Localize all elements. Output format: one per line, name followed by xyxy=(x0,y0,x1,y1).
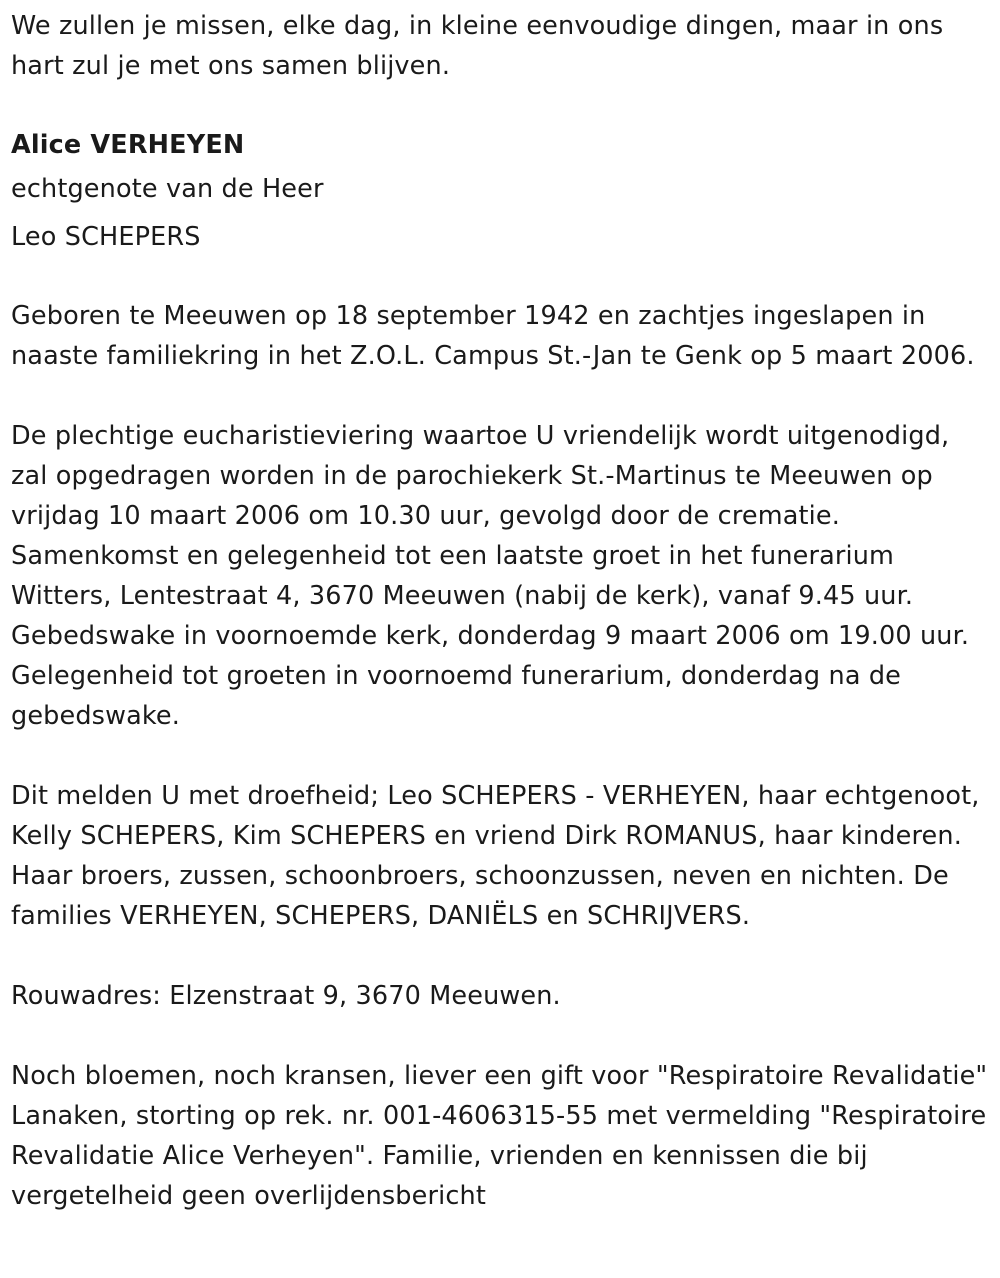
spouse-name: Leo SCHEPERS xyxy=(11,222,201,252)
donation-paragraph: Noch bloemen, noch kransen, liever een gift voor "Respiratoire Revalidatie" Lanaken, storting op rek. nr. 001-4606315-55 met vermelding "Respiratoire Revalidatie Alice Verheyen". Familie, vrienden en kennissen die bij vergetelheid geen overlijdensbericht xyxy=(11,1061,988,1211)
spouse-relation: echtgenote van de Heer xyxy=(11,174,324,204)
family-paragraph: Dit melden U met droefheid; Leo SCHEPERS - VERHEYEN, haar echtgenoot, Kelly SCHEPERS, Kim SCHEPERS en vriend Dirk ROMANUS, haar kinderen. Haar broers, zussen, schoonbroers, schoonzussen, neven en nichten. De families VERHEYEN, SCHEPERS, DANIËLS en SCHRIJVERS. xyxy=(11,781,980,931)
mourning-address: Rouwadres: Elzenstraat 9, 3670 Meeuwen. xyxy=(11,981,561,1011)
deceased-name: Alice VERHEYEN xyxy=(11,130,245,160)
intro-text: We zullen je missen, elke dag, in kleine eenvoudige dingen, maar in ons hart zul je met ons samen blijven. xyxy=(11,11,944,81)
ceremony-paragraph: De plechtige eucharistieviering waartoe U vriendelijk wordt uitgenodigd, zal opgedragen worden in de parochiekerk St.-Martinus te Meeuwen op vrijdag 10 maart 2006 om 10.30 uur, gevolgd door de crematie. Samenkomst en gelegenheid tot een laatste groet in het funerarium Witters, Lentestraat 4, 3670 Meeuwen (nabij de kerk), vanaf 9.45 uur. Gebedswake in voornoemde kerk, donderdag 9 maart 2006 om 19.00 uur. Gelegenheid tot groeten in voornoemd funerarium, donderdag na de gebedswake. xyxy=(11,421,970,731)
obituary-document xyxy=(0,6,1000,1278)
birth-death-paragraph: Geboren te Meeuwen op 18 september 1942 en zachtjes ingeslapen in naaste familiekring in het Z.O.L. Campus St.-Jan te Genk op 5 maart 2006. xyxy=(11,301,975,371)
